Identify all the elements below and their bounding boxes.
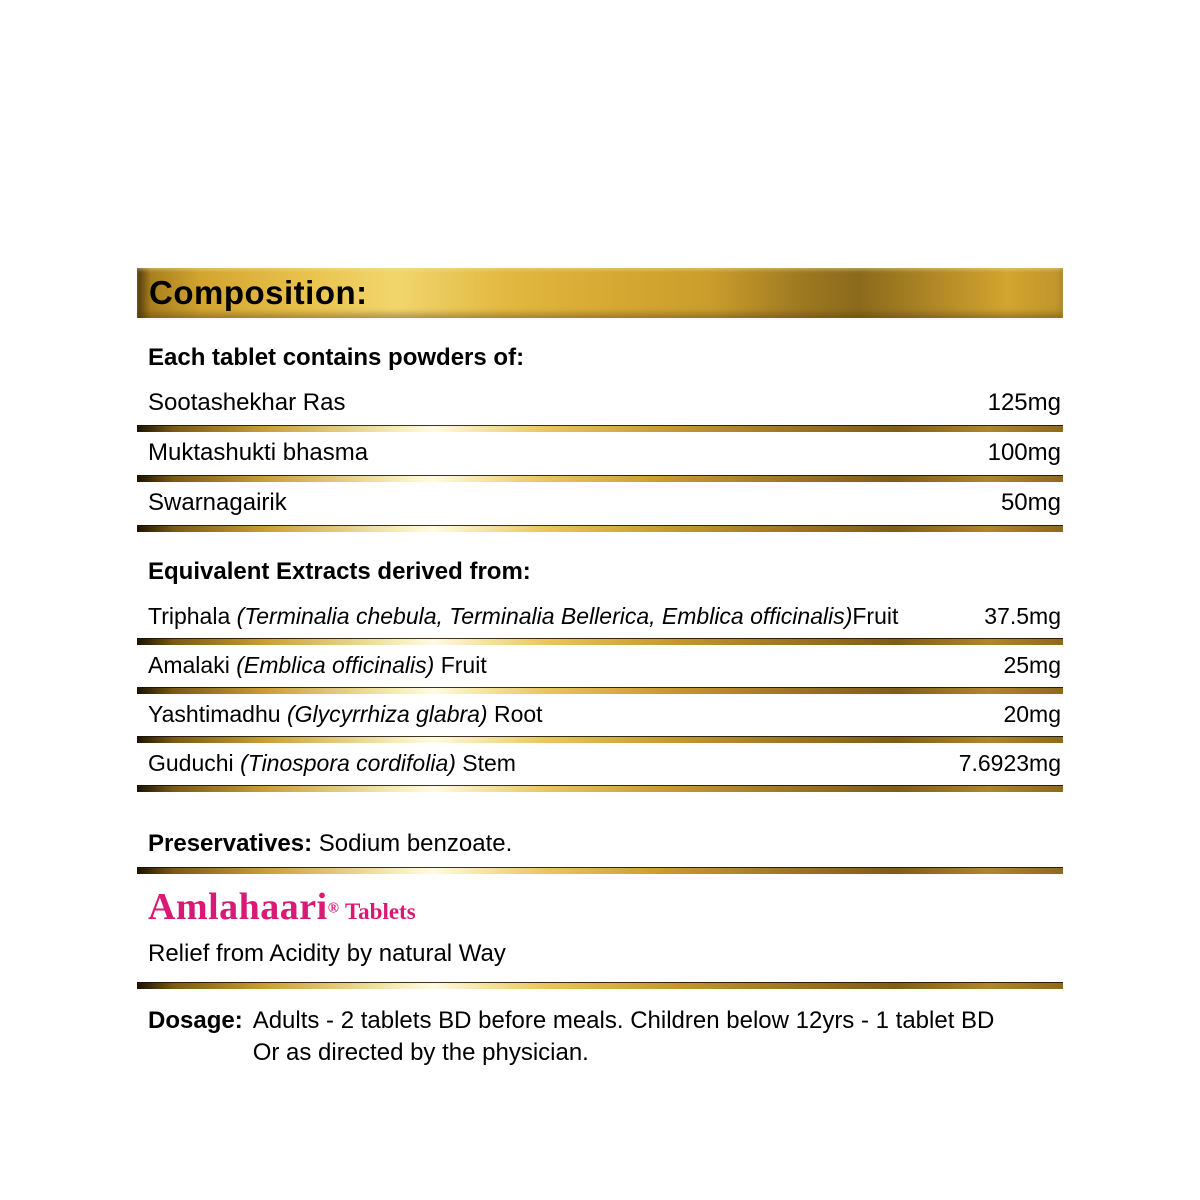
table-row — [137, 432, 1063, 475]
composition-title: Composition: — [149, 274, 368, 311]
gold-divider — [137, 475, 1063, 482]
dosage-block — [137, 1005, 1063, 1069]
ingredient-amount: 20mg — [1003, 701, 1061, 727]
ingredient-amount: 100mg — [987, 439, 1061, 466]
table-row — [137, 645, 1063, 687]
ingredient-name: Swarnagairik — [148, 489, 287, 516]
ingredient-amount: 125mg — [987, 389, 1061, 416]
ingredient-name: Muktashukti bhasma — [148, 439, 369, 466]
brand-tagline: Relief from Acidity by natural Way — [148, 940, 506, 967]
latin-name: (Terminalia chebula, Terminalia Bellerica, Emblica officinalis) — [236, 603, 853, 629]
powders-heading: Each tablet contains powders of: — [148, 344, 525, 371]
gold-divider — [137, 736, 1063, 743]
gold-divider — [137, 982, 1063, 989]
ingredient-name: Yashtimadhu (Glycyrrhiza glabra) Root — [148, 701, 543, 727]
gold-divider — [137, 687, 1063, 694]
extracts-heading: Equivalent Extracts derived from: — [148, 558, 531, 585]
powders-section — [137, 344, 1063, 532]
preservatives-value: Sodium benzoate. — [312, 830, 513, 857]
latin-name: (Glycyrrhiza glabra) — [286, 701, 488, 727]
preservatives-label: Preservatives: — [148, 830, 313, 857]
ingredient-amount: 7.6923mg — [958, 750, 1061, 776]
registered-trademark-icon: ® — [327, 900, 339, 917]
ingredient-amount: 50mg — [1000, 489, 1061, 516]
ingredient-name: Amalaki (Emblica officinalis) Fruit — [148, 652, 487, 678]
latin-name: (Tinospora cordifolia) — [240, 750, 456, 776]
dosage-line1: Adults - 2 tablets BD before meals. Children below 12yrs - 1 tablet BD — [252, 1007, 995, 1034]
ingredient-amount: 37.5mg — [984, 603, 1061, 629]
ingredient-amount: 25mg — [1003, 652, 1061, 678]
table-row — [137, 382, 1063, 425]
dosage-label: Dosage: — [148, 1007, 243, 1034]
ingredient-name: Guduchi (Tinospora cordifolia) Stem — [148, 750, 516, 776]
latin-name: (Emblica officinalis) — [236, 652, 435, 678]
gold-divider — [137, 785, 1063, 792]
table-row — [137, 694, 1063, 736]
composition-header-bar — [137, 268, 1063, 318]
preservatives-line — [137, 830, 1063, 867]
ingredient-name: Triphala (Terminalia chebula, Terminalia Bellerica, Emblica officinalis)Fruit — [148, 603, 899, 629]
dosage-text — [253, 1005, 995, 1069]
gold-divider — [137, 867, 1063, 874]
gold-divider — [137, 425, 1063, 432]
gold-divider — [137, 638, 1063, 645]
brand-suffix: Tablets — [344, 899, 416, 924]
table-row — [137, 482, 1063, 525]
brand-name: Amlahaari — [148, 886, 328, 928]
gold-divider — [137, 525, 1063, 532]
table-row — [137, 596, 1063, 638]
extracts-section — [137, 558, 1063, 792]
table-row — [137, 743, 1063, 785]
composition-panel — [137, 268, 1063, 1069]
ingredient-name: Sootashekhar Ras — [148, 389, 346, 416]
dosage-line2: Or as directed by the physician. — [252, 1039, 589, 1066]
brand-line — [148, 888, 1063, 934]
brand-block — [137, 888, 1063, 968]
